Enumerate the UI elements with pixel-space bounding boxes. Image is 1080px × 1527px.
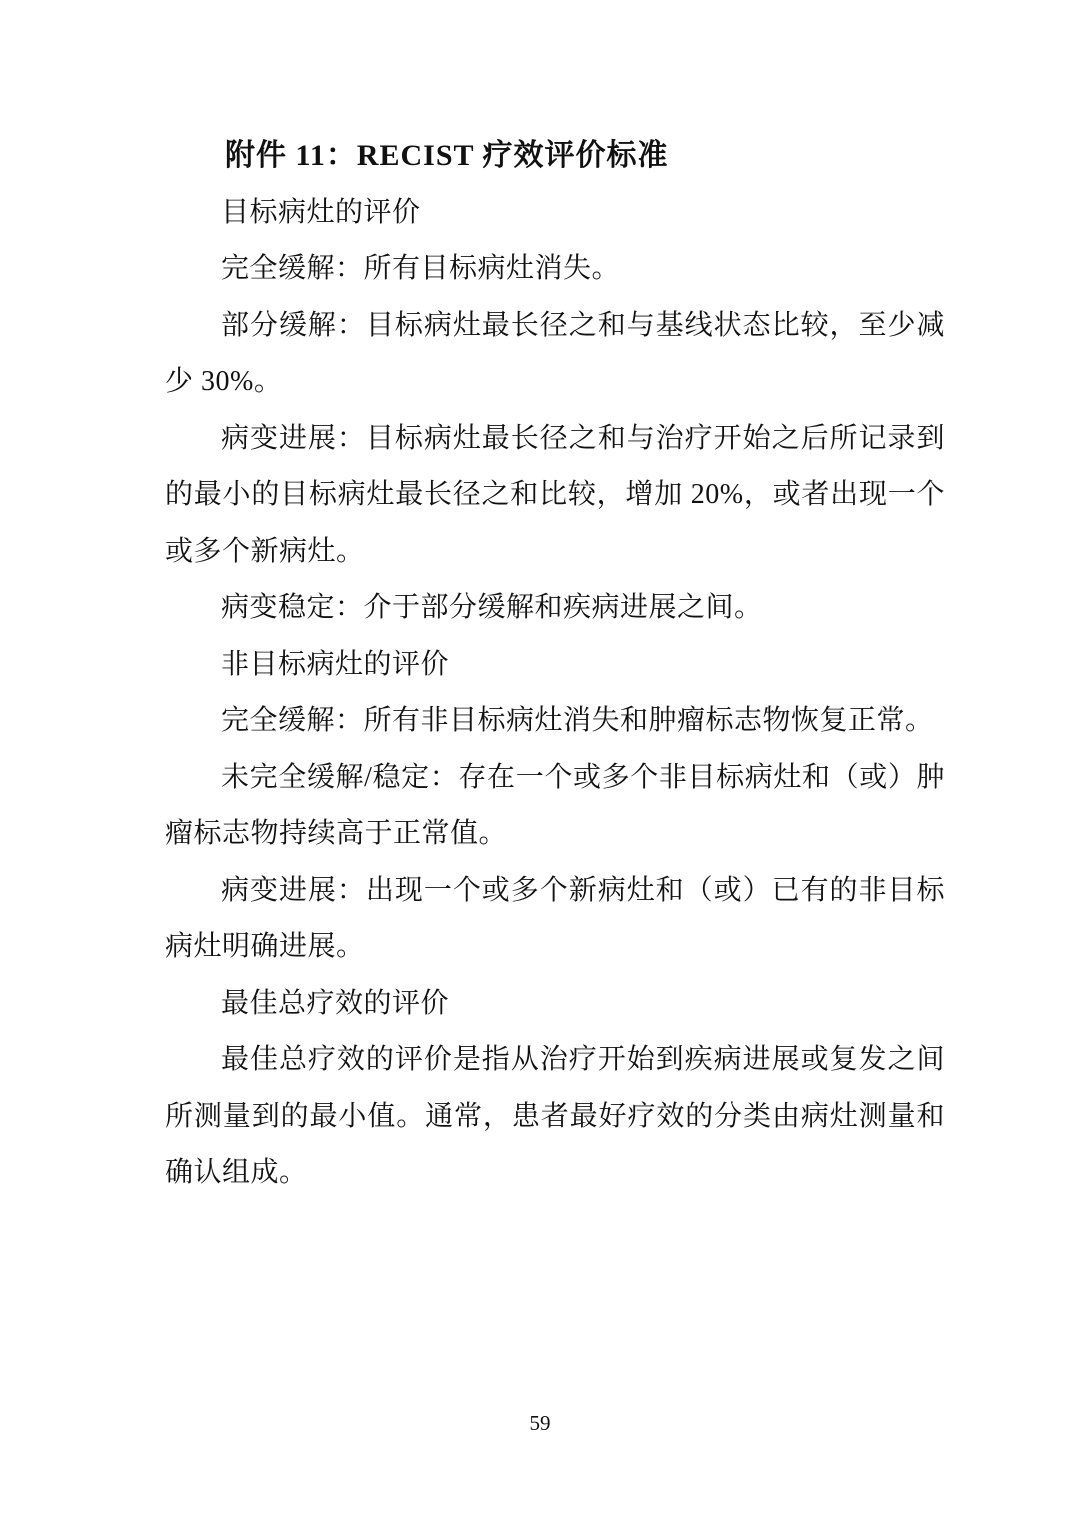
paragraph-complete-response: 完全缓解：所有目标病灶消失。 — [221, 253, 621, 284]
paragraph-progressive-disease-nontarget: 病变进展：出现一个或多个新病灶和（或）已有的非目标病灶明确进展。 — [165, 874, 945, 962]
paragraph-incomplete-response-stable: 未完全缓解/稳定：存在一个或多个非目标病灶和（或）肿瘤标志物持续高于正常值。 — [165, 761, 945, 849]
document-body — [165, 128, 945, 1202]
paragraph-partial-response: 部分缓解：目标病灶最长径之和与基线状态比较，至少减少 30%。 — [165, 309, 945, 397]
page-number: 59 — [529, 1411, 551, 1435]
paragraph-target-lesion-heading: 目标病灶的评价 — [221, 196, 421, 228]
document-title: 附件 11：RECIST 疗效评价标准 — [225, 139, 669, 172]
paragraph-best-overall-response-body: 最佳总疗效的评价是指从治疗开始到疾病进展或复发之间所测量到的最小值。通常，患者最好疗效的分类由病灶测量和确认组成。 — [165, 1044, 945, 1188]
paragraph-complete-response-nontarget: 完全缓解：所有非目标病灶消失和肿瘤标志物恢复正常。 — [221, 705, 934, 736]
paragraph-nontarget-lesion-heading: 非目标病灶的评价 — [221, 648, 450, 680]
paragraph-stable-disease: 病变稳定：介于部分缓解和疾病进展之间。 — [221, 592, 763, 623]
paragraph-progressive-disease-target: 病变进展：目标病灶最长径之和与治疗开始之后所记录到的最小的目标病灶最长径之和比较，增加 20%，或者出现一个或多个新病灶。 — [165, 422, 945, 567]
paragraph-best-overall-response-heading: 最佳总疗效的评价 — [221, 987, 450, 1019]
